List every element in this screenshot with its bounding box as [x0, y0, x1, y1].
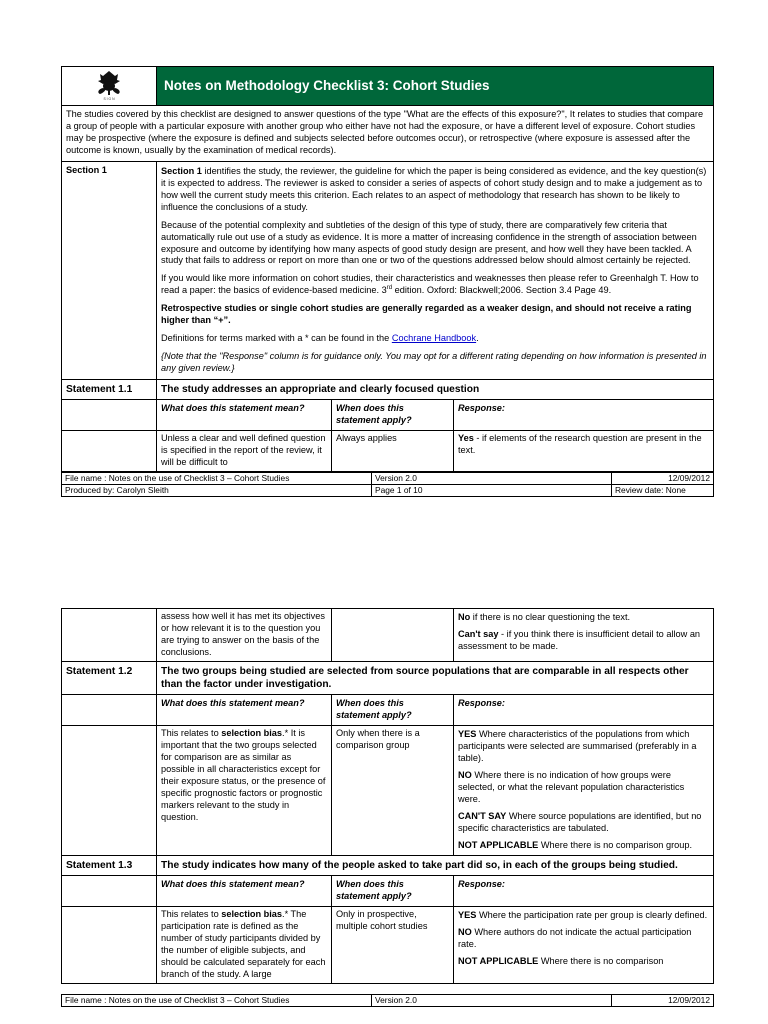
column-header-response: Response: — [454, 695, 714, 726]
section1-paragraph-6: {Note that the "Response" column is for guidance only. You may opt for a different rating depending on how information is presented in any given review.} — [161, 351, 707, 374]
column-header-row — [62, 695, 714, 726]
statement-1-3-detail-row — [62, 907, 714, 984]
section1-paragraph-3: If you would like more information on cohort studies, their characteristics and weaknesses then please refer to Greenhalgh T. How to read a paper: the basics of evidence-based medicine. 3rd edition. Oxford: Blackwell;2006. Section 3.4 Page 49. — [161, 273, 699, 296]
footer-version: Version 2.0 — [372, 994, 612, 1006]
statement-1-2-row — [62, 661, 714, 695]
document-page-1 — [61, 66, 713, 497]
column-header-response: Response: — [454, 400, 714, 431]
section1-body — [157, 161, 714, 379]
statement-1-1-row — [62, 380, 714, 400]
header-row — [62, 67, 714, 106]
statement-1-1-response: Yes - if elements of the research question are present in the text. — [454, 431, 714, 472]
svg-text:S I G N: S I G N — [103, 97, 115, 102]
cochrane-handbook-link[interactable]: Cochrane Handbook — [391, 333, 477, 344]
section1-paragraph-1: Section 1 identifies the study, the reviewer, the guideline for which the paper is being considered as evidence, and the key question(s) it is expected to address. The reviewer is asked to consider a series of aspects of cohort study design and to make a judgement as to how well the current study meets this criterion. Each relates to an aspect of methodology that research has shown to be likely to influence the conclusions of a study. — [161, 165, 707, 212]
footer-version: Version 2.0 — [372, 473, 612, 485]
column-header-when: When does this statement apply? — [332, 695, 454, 726]
statement-1-1-response-continued: No if there is no clear questioning the text. Can't say - if you think there is insufficient detail to allow an assessment to be made. — [454, 609, 714, 662]
statement-1-1-meaning-continued: assess how well it has met its objectives or how relevant it is to the question you are trying to answer on the basis of the conclusions. — [157, 609, 332, 662]
checklist-table-continued — [61, 608, 714, 984]
footer-file-name: File name : Notes on the use of Checklist 3 – Cohort Studies — [62, 473, 372, 485]
page-title-cell — [157, 67, 714, 106]
statement-1-3-when: Only in prospective, multiple cohort studies — [332, 907, 454, 984]
statement-1-3-response: YES Where the participation rate per group is clearly defined. NO Where authors do not indicate the actual participation rate. NOT APPLICABLE Where there is no comparison — [454, 907, 714, 984]
footer-date: 12/09/2012 — [612, 473, 714, 485]
statement-1-1-label: Statement 1.1 — [62, 380, 157, 400]
statement-1-1-detail-row — [62, 431, 714, 472]
statement-1-1-when: Always applies — [332, 431, 454, 472]
column-header-mean: What does this statement mean? — [157, 695, 332, 726]
column-header-response: Response: — [454, 876, 714, 907]
intro-row — [62, 106, 714, 162]
page-title: Notes on Methodology Checklist 3: Cohort Studies — [164, 78, 490, 94]
page-2-footer — [61, 994, 714, 1007]
page-1-footer — [61, 472, 714, 497]
statement-1-2-when: Only when there is a comparison group — [332, 726, 454, 856]
logo-cell — [62, 67, 157, 106]
document-page-2 — [61, 608, 713, 1007]
footer-date: 12/09/2012 — [612, 994, 714, 1006]
column-header-row — [62, 876, 714, 907]
statement-1-2-meaning: This relates to selection bias.* It is important that the two groups selected for comparison are as similar as possible in all characteristics except for their exposure status, or the presence of specific prognostic factors or prognostic markers relevant to the study in question. — [157, 726, 332, 856]
statement-1-2-label: Statement 1.2 — [62, 661, 157, 695]
column-header-mean: What does this statement mean? — [157, 400, 332, 431]
statement-1-3-label: Statement 1.3 — [62, 855, 157, 875]
column-header-when: When does this statement apply? — [332, 876, 454, 907]
column-header-row — [62, 400, 714, 431]
statement-1-2-text: The two groups being studied are selected from source populations that are comparable in all respects other than the factor under investigation. — [157, 661, 714, 695]
column-header-when: When does this statement apply? — [332, 400, 454, 431]
footer-file-name: File name : Notes on the use of Checklist 3 – Cohort Studies — [62, 994, 372, 1006]
statement-1-3-text: The study indicates how many of the people asked to take part did so, in each of the groups being studied. — [157, 855, 714, 875]
statement-1-1-continued-row — [62, 609, 714, 662]
statement-1-3-meaning: This relates to selection bias.* The participation rate is defined as the number of study participants divided by the number of eligible subjects, and should be calculated separately for each branch of the study. A large — [157, 907, 332, 984]
statement-1-3-row — [62, 855, 714, 875]
intro-text: The studies covered by this checklist are designed to answer questions of the type "What are the effects of this exposure?", It relates to studies that compare a group of people with a particular exposure with another group who either have not had the exposure, or have a different level of exposure. Cohort studies may be prospective (where the exposure is defined and subjects selected before outcomes occur), or retrospective (where exposure is assessed after the outcome is known, usually by the examination of medical records). — [62, 106, 714, 162]
column-header-mean: What does this statement mean? — [157, 876, 332, 907]
footer-page-number: Page 1 of 10 — [372, 485, 612, 497]
statement-1-2-detail-row — [62, 726, 714, 856]
section1-paragraph-2: Because of the potential complexity and subtleties of the design of this type of study, there are comparatively few criteria that automatically rule out use of a study as evidence. It is more a matter of increasing confidence in the strength of association between exposure and outcome by identifying how many aspects of good study design are present, and how well they have been tackled. A study that fails to address or report on more than one or two of the questions addressed below should almost certainly be rejected. — [161, 219, 697, 266]
footer-produced-by: Produced by: Carolyn Sleith — [62, 485, 372, 497]
section1-paragraph-4: Retrospective studies or single cohort studies are generally regarded as a weaker design, and should not receive a rating higher than “+”. — [161, 303, 692, 326]
statement-1-1-text: The study addresses an appropriate and clearly focused question — [157, 380, 714, 400]
section1-paragraph-5: Definitions for terms marked with a * can be found in the Cochrane Handbook. — [161, 333, 479, 344]
section1-label: Section 1 — [62, 161, 157, 379]
checklist-table — [61, 66, 714, 472]
statement-1-1-meaning: Unless a clear and well defined question is specified in the report of the review, it will be difficult to — [161, 433, 326, 468]
statement-1-2-response: YES Where characteristics of the populations from which participants were selected are summarised (preferably in a table). NO Where there is no indication of how groups were selected, or what the relevant population characteristics were. CAN'T SAY Where source populations are identified, but no specific characteristics are tabulated. NOT APPLICABLE Where there is no comparison group. — [454, 726, 714, 856]
thistle-logo-icon — [94, 67, 124, 101]
section1-row — [62, 161, 714, 379]
footer-review-date: Review date: None — [612, 485, 714, 497]
